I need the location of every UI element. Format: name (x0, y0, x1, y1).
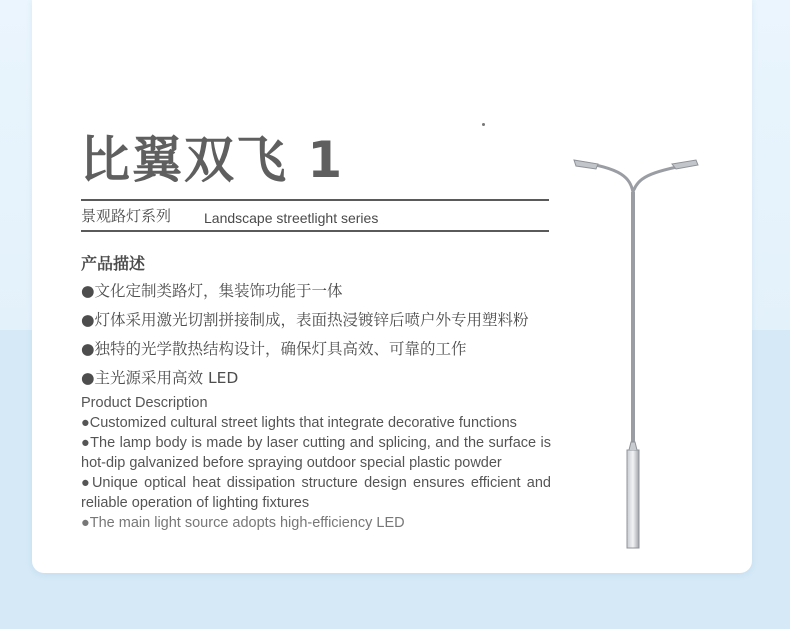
list-item: ●独特的光学散热结构设计，确保灯具高效、可靠的工作 (81, 340, 467, 358)
series-label-cn: 景观路灯系列 (81, 207, 172, 225)
product-title: 比翼双飞 1 (80, 131, 345, 189)
list-item: ●The lamp body is made by laser cutting and splicing, and the surface is hot-dip galvanized before spraying outdoor special plastic powder (81, 435, 551, 471)
list-item: ●主光源采用高效 LED (81, 369, 239, 387)
series-label-en: Landscape streetlight series (204, 210, 379, 226)
list-item: ●Customized cultural street lights that integrate decorative functions (81, 415, 517, 431)
list-item: ●灯体采用激光切割拼接制成，表面热浸镀锌后喷户外专用塑料粉 (81, 311, 529, 329)
title-divider (81, 199, 549, 201)
list-item: ●Unique optical heat dissipation structure design ensures efficient and reliable operation of lighting fixtures (81, 475, 551, 511)
series-divider (81, 230, 549, 232)
list-item: ●The main light source adopts high-efficiency LED (81, 515, 405, 531)
decorative-dot (482, 123, 485, 126)
description-list-cn (81, 277, 561, 393)
description-block-en (81, 393, 551, 533)
description-heading-en: Product Description (81, 395, 208, 411)
product-card (32, 0, 752, 573)
description-heading-cn: 产品描述 (81, 254, 146, 273)
double-arm-street-lamp-icon (572, 150, 752, 560)
list-item: ●文化定制类路灯，集装饰功能于一体 (81, 282, 343, 300)
